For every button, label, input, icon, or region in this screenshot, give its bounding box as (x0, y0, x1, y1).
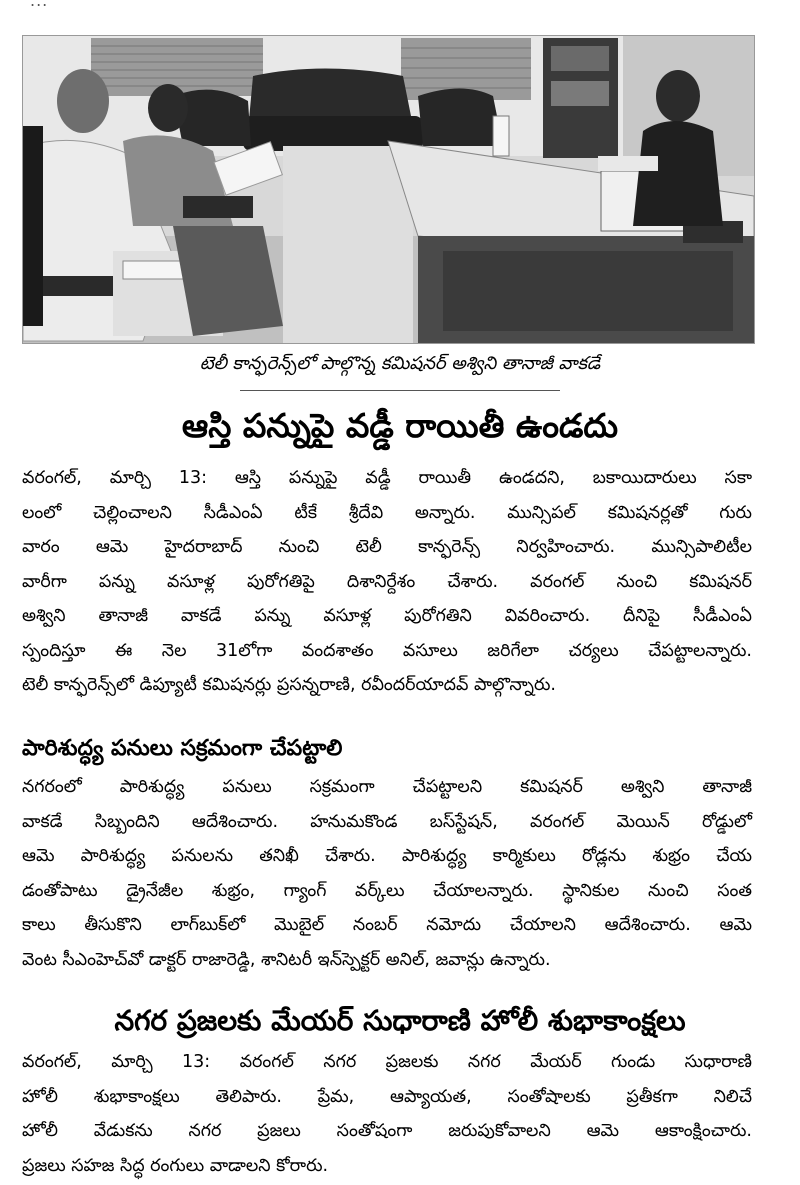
article1-line: అశ్విని తానాజీ వాకడే పన్ను వసూళ్ల పురోగతిని వివరించారు. దీనిపై సీడీఎంఏ (22, 606, 752, 626)
news-photo (22, 35, 755, 344)
article3-headline: నగర ప్రజలకు మేయర్ సుధారాణి హోలీ శుభాకాంక్షలు (114, 1004, 686, 1037)
article1-line: వారీగా పన్ను వసూళ్ల పురోగతిపై దిశానిర్దేశం చేశారు. వరంగల్ నుంచి కమిషనర్ (22, 571, 752, 592)
cropped-header-strip (0, 0, 800, 18)
article2-line: వాకడే సిబ్బందిని ఆదేశించారు. హనుమకొండ బస్‌స్టేషన్, వరంగల్ మెయిన్ రోడ్డులో (22, 811, 752, 832)
article3-line: హోలీ శుభాకాంక్షలు తెలిపారు. ప్రేమ, ఆప్యాయత, సంతోషాలకు ప్రతీకగా నిలిచే (22, 1086, 752, 1107)
article2-line: ఆమె పారిశుద్ధ్య పనులను తనిఖీ చేశారు. పారిశుద్ధ్య కార్మికులు రోడ్లను శుభ్రం చేయ (22, 846, 752, 866)
article2-line: డంతోపాటు డ్రైనేజీల శుభ్రం, గ్యాంగ్ వర్క్‌లు చేయాలన్నారు. స్థానికుల నుంచి సంత (22, 880, 752, 901)
article2-line: వెంట సీఎంహెచ్‌వో డాక్టర్ రాజారెడ్డి, శానిటరీ ఇన్‌స్పెక్టర్ అనిల్, జవాన్లు ఉన్నారు. (22, 949, 551, 970)
photo-caption: టెలీ కాన్ఫరెన్స్‌లో పాల్గొన్న కమిషనర్ అశ్విని తానాజీ వాకడే (199, 353, 601, 374)
article3-line: వరంగల్, మార్చి 13: వరంగల్ నగర ప్రజలకు నగర మేయర్ గుండు సుధారాణి (22, 1052, 752, 1072)
article3-line: హోలీ వేడుకను నగర ప్రజలు సంతోషంగా జరుపుకోవాలని ఆమె ఆకాంక్షించారు. (22, 1121, 752, 1141)
article3-body (22, 1045, 752, 1183)
article1-line: వరంగల్, మార్చి 13: ఆస్తి పన్నుపై వడ్డీ రాయితీ ఉండదని, బకాయిదారులు సకా (22, 468, 752, 488)
article2-line: నగరంలో పారిశుద్ధ్య పనులు సక్రమంగా చేపట్టాలని కమిషనర్ అశ్విని తానాజీ (22, 777, 752, 797)
article1-line: వారం ఆమె హైదరాబాద్ నుంచి టెలీ కాన్ఫరెన్స్ నిర్వహించారు. మున్సిపాలిటీల (22, 537, 752, 557)
article1-line: స్పందిస్తూ ఈ నెల 31లోగా వందశాతం వసూలు జరిగేలా చర్యలు చేపట్టాలన్నారు. (22, 640, 752, 661)
article1-headline: ఆస్తి పన్నుపై వడ్డీ రాయితీ ఉండదు (181, 406, 619, 445)
article1-line: లంలో చెల్లించాలని సీడీఎంఏ టీకే శ్రీదేవి అన్నారు. మున్సిపల్ కమిషనర్లతో గురు (22, 502, 752, 523)
article2-line: కాలు తీసుకొని లాగ్‌బుక్‌లో మొబైల్ నంబర్ నమోదు చేయాలని ఆదేశించారు. ఆమె (22, 915, 752, 935)
article1-line: టెలీ కాన్ఫరెన్స్‌లో డిప్యూటీ కమిషనర్లు ప్రసన్నరాణి, రవీందర్‌యాదవ్ పాల్గొన్నారు. (22, 675, 556, 695)
article2-body (22, 770, 752, 977)
article3-line: ప్రజలు సహజ సిద్ధ రంగులు వాడాలని కోరారు. (22, 1155, 329, 1176)
article2-subheadline: పారిశుద్ధ్య పనులు సక్రమంగా చేపట్టాలి (22, 736, 343, 761)
caption-divider (240, 390, 560, 391)
article1-body (22, 461, 752, 703)
office-meeting-photo (23, 36, 754, 343)
cropped-header-text: ... (30, 0, 49, 10)
